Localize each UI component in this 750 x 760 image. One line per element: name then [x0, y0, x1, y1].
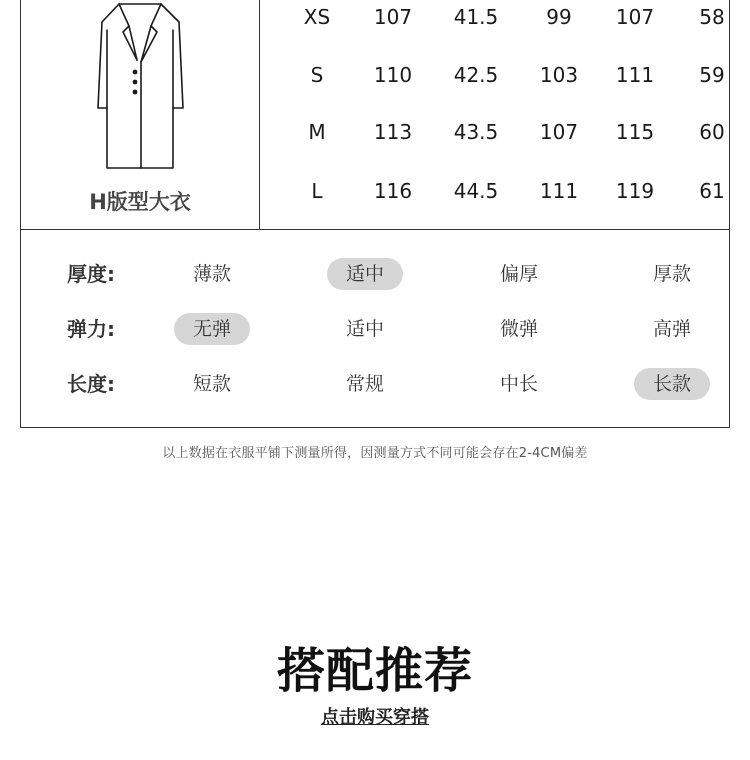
coat-button-dot — [133, 70, 138, 75]
size-value: 110 — [373, 63, 413, 87]
size-label: L — [311, 179, 323, 203]
size-value: 61 — [699, 179, 725, 203]
size-value: 107 — [539, 120, 579, 144]
size-row — [259, 58, 731, 92]
size-value: 60 — [699, 120, 725, 144]
size-value: 111 — [539, 179, 579, 203]
size-value: 111 — [615, 63, 655, 87]
coat-style-label: H版型大衣 — [89, 190, 191, 214]
size-value: 107 — [615, 5, 655, 29]
attribute-option: 厚款 — [652, 263, 691, 285]
size-label: S — [310, 63, 324, 87]
attribute-row — [21, 257, 729, 291]
size-value: 115 — [615, 120, 655, 144]
size-value: 41.5 — [453, 5, 499, 29]
attribute-option: 偏厚 — [499, 263, 538, 285]
size-value: 43.5 — [453, 120, 499, 144]
attribute-option: 高弹 — [652, 318, 691, 340]
measurement-note: 以上数据在衣服平铺下测量所得，因测量方式不同可能会存在2-4CM偏差 — [162, 446, 588, 461]
coat-icon — [91, 0, 191, 172]
attribute-row — [21, 367, 729, 401]
coat-button-dot — [133, 80, 138, 85]
size-chart-panel — [20, 0, 730, 428]
size-table — [259, 0, 731, 229]
size-row — [259, 0, 731, 34]
fabric-attributes — [21, 229, 729, 428]
size-value: 116 — [373, 179, 413, 203]
attribute-option-selected: 适中 — [327, 258, 403, 290]
buy-outfit-link[interactable]: 点击购买穿搭 — [321, 707, 429, 728]
attribute-option: 微弹 — [499, 318, 538, 340]
attribute-option: 薄款 — [192, 263, 231, 285]
size-label: XS — [303, 5, 331, 29]
attribute-name: 弹力: — [67, 317, 115, 341]
coat-button-dot — [133, 90, 138, 95]
attribute-option: 常规 — [345, 373, 384, 395]
attribute-option: 短款 — [192, 373, 231, 395]
size-value: 42.5 — [453, 63, 499, 87]
size-row — [259, 115, 731, 149]
size-value: 103 — [539, 63, 579, 87]
size-value: 44.5 — [453, 179, 499, 203]
attribute-row — [21, 312, 729, 346]
size-value: 119 — [615, 179, 655, 203]
attribute-option: 适中 — [345, 318, 384, 340]
size-row — [259, 174, 731, 208]
attribute-name: 厚度: — [67, 262, 115, 286]
size-value: 113 — [373, 120, 413, 144]
recommend-title: 搭配推荐 — [276, 643, 473, 699]
attribute-option-selected: 长款 — [634, 368, 710, 400]
size-value: 107 — [373, 5, 413, 29]
attribute-name: 长度: — [67, 372, 115, 396]
size-value: 99 — [546, 5, 572, 29]
size-value: 58 — [699, 5, 725, 29]
attribute-option: 中长 — [499, 373, 538, 395]
attribute-option-selected: 无弹 — [174, 313, 250, 345]
size-label: M — [308, 120, 326, 144]
size-value: 59 — [699, 63, 725, 87]
